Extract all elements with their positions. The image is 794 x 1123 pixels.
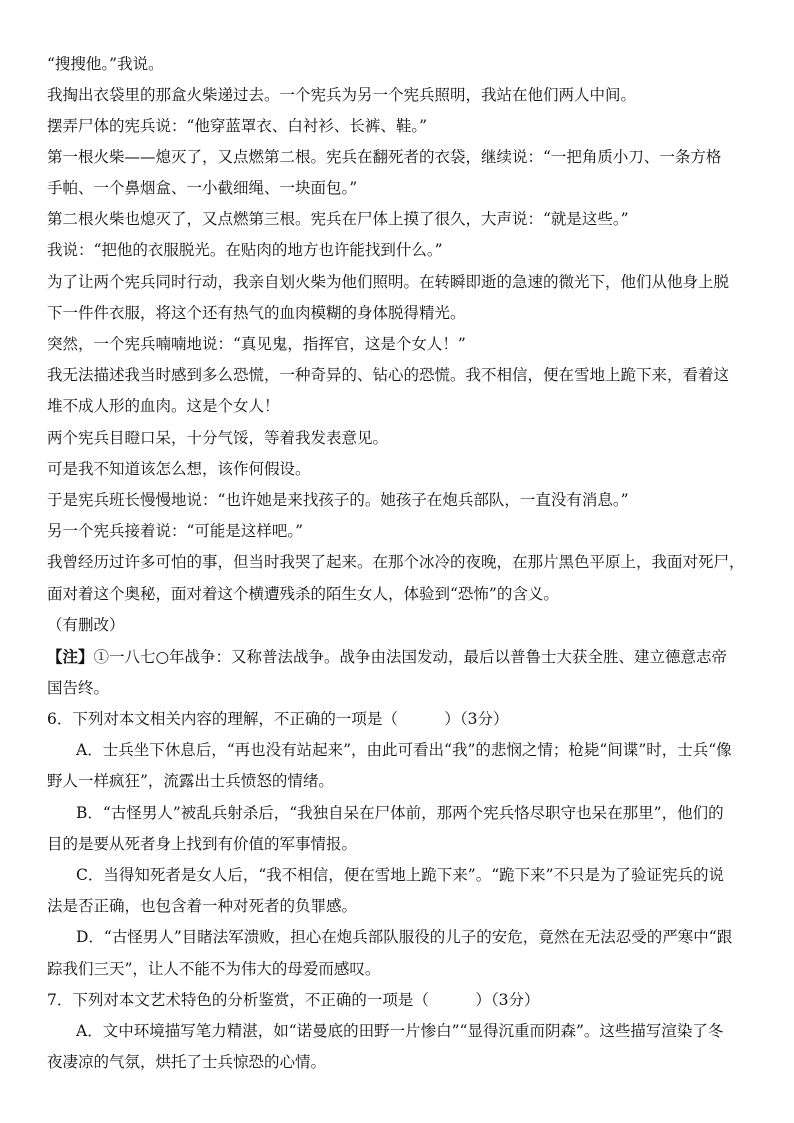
q6-option-a-line-1: A．士兵坐下休息后，“再也没有站起来”，由此可看出“我”的悲悯之情；枪毙“间谍”时，士兵“像 (76, 741, 732, 759)
footnote-line-2: 国告终。 (47, 679, 110, 697)
story-line-14: 可是我不知道该怎么想，该作何假设。 (47, 460, 311, 478)
story-line-3: 摆弄尸体的宪兵说：“他穿蓝罩衣、白衬衫、长裤、鞋。” (47, 117, 428, 135)
q6-option-d-line-2: 踪我们三天”，让人不能不为伟大的母爱而感叹。 (47, 960, 381, 978)
story-line-15: 于是宪兵班长慢慢地说：“也许她是来找孩子的。她孩子在炮兵部队，一直没有消息。” (47, 491, 629, 509)
story-line-12: 堆不成人形的血肉。这是个女人！ (47, 397, 280, 415)
story-line-18: 面对着这个奥秘，面对着这个横遭残杀的陌生女人，体验到“恐怖”的含义。 (47, 585, 559, 603)
q7-option-a-line-2: 夜凄凉的气氛，烘托了士兵惊恐的心情。 (47, 1053, 327, 1071)
q7-option-a-line-1: A．文中环境描写笔力精湛，如“诺曼底的田野一片惨白”“显得沉重而阴森”。这些描写渲染了冬 (76, 1022, 724, 1040)
story-line-7: 我说：“把他的衣服脱光。在贴肉的地方也许能找到什么。” (47, 241, 443, 259)
question-7-stem: 7．下列对本文艺术特色的分析鉴赏，不正确的一项是（ ）（3分） (47, 991, 540, 1009)
story-line-2: 我掏出衣袋里的那盒火柴递过去。一个宪兵为另一个宪兵照明，我站在他们两人中间。 (47, 86, 637, 104)
story-line-13: 两个宪兵目瞪口呆，十分气馁，等着我发表意见。 (47, 429, 389, 447)
q6-option-a-line-2: 野人一样疯狂”，流露出士兵愤怒的情绪。 (47, 772, 334, 790)
story-line-11: 我无法描述我当时感到多么恐慌，一种奇异的、钻心的恐慌。我不相信，便在雪地上跪下来，看着这 (47, 366, 730, 384)
story-line-5: 手帕、一个鼻烟盒、一小截细绳、一块面包。” (47, 179, 358, 197)
story-line-16: 另一个宪兵接着说：“可能是这样吧。” (47, 522, 304, 540)
q6-option-c-line-2: 法是否正确，也包含着一种对死者的负罪感。 (47, 897, 358, 915)
question-6-stem: 6．下列对本文相关内容的理解，不正确的一项是（ ）（3分） (47, 710, 509, 728)
q6-option-c-line-1: C．当得知死者是女人后，“我不相信，便在雪地上跪下来”。“跪下来”不只是为了验证宪兵的说 (76, 866, 725, 884)
footnote-text-1: ①一八七○年战争：又称普法战争。战争由法国发动，最后以普鲁士大获全胜、建立德意志帝 (93, 648, 728, 666)
q6-option-b-line-2: 目的是要从死者身上找到有价值的军事情报。 (47, 835, 358, 853)
story-line-8: 为了让两个宪兵同时行动，我亲自划火柴为他们照明。在转瞬即逝的急速的微光下，他们从他身上脱 (47, 273, 730, 291)
story-line-10: 突然，一个宪兵喃喃地说：“真见鬼，指挥官，这是个女人！” (47, 335, 466, 353)
story-line-9: 下一件件衣服，将这个还有热气的血肉模糊的身体脱得精光。 (47, 304, 466, 322)
footnote-tag: 【注】 (47, 648, 94, 666)
footnote-line-1 (47, 647, 757, 667)
story-line-1: “搜搜他。”我说。 (47, 55, 164, 73)
abridged-note: （有删改） (47, 616, 125, 634)
q6-option-d-line-1: D．“古怪男人”目睹法军溃败，担心在炮兵部队服役的儿子的安危，竟然在无法忍受的严寒中“跟 (76, 928, 733, 946)
story-line-17: 我曾经历过许多可怕的事，但当时我哭了起来。在那个冰冷的夜晚，在那片黑色平原上，我面对死尸， (47, 553, 745, 571)
story-line-4: 第一根火柴——熄灭了，又点燃第二根。宪兵在翻死者的衣袋，继续说：“一把角质小刀、一条方格 (47, 148, 722, 166)
story-line-6: 第二根火柴也熄灭了，又点燃第三根。宪兵在尸体上摸了很久，大声说：“就是这些。” (47, 210, 629, 228)
q6-option-b-line-1: B．“古怪男人”被乱兵射杀后，“我独自呆在尸体前，那两个宪兵恪尽职守也呆在那里”，他们的 (76, 804, 724, 822)
